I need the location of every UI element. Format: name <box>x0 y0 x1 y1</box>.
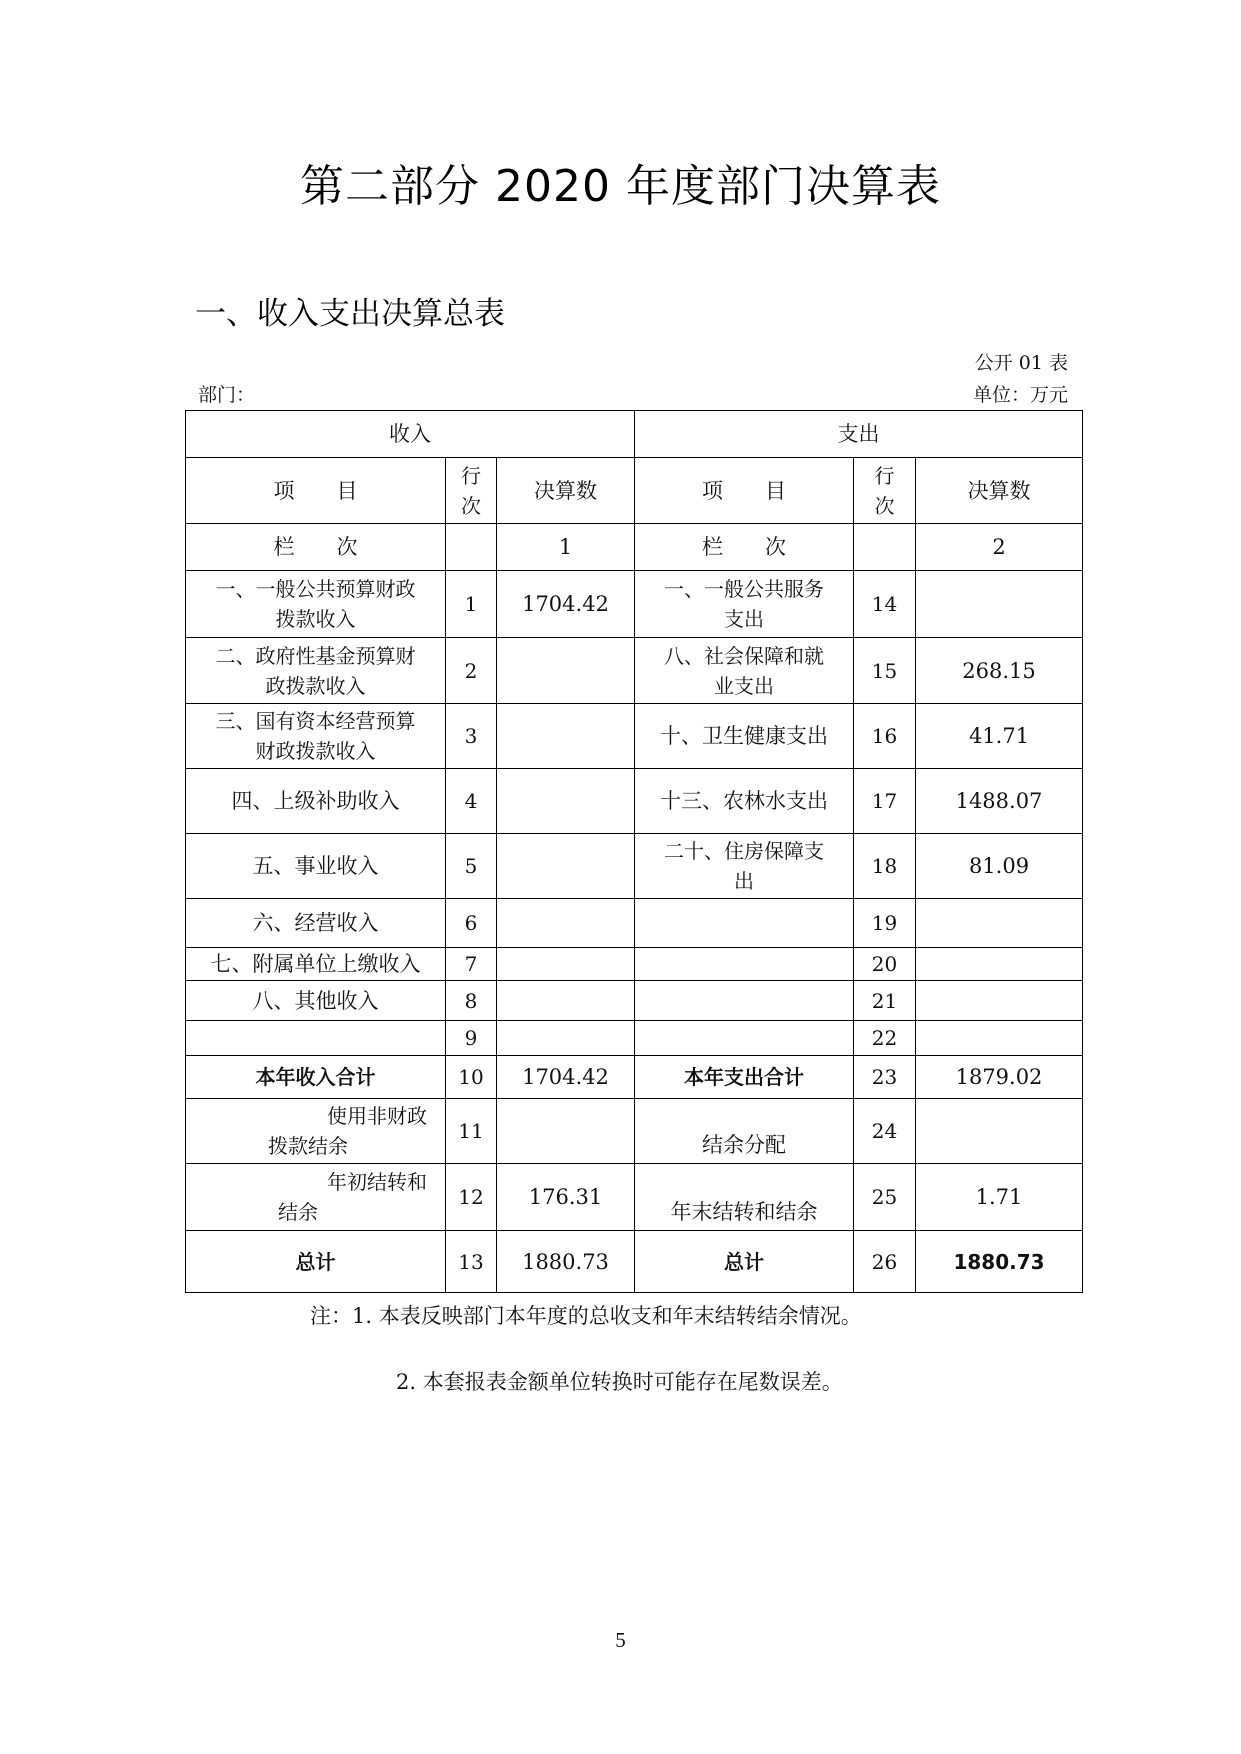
expense-row-no: 25 <box>854 1164 916 1231</box>
expense-row-no: 22 <box>854 1021 916 1056</box>
expense-amount: 41.71 <box>916 704 1083 769</box>
income-expense-table <box>185 410 1083 1293</box>
expense-item: 二十、住房保障支 出 <box>635 834 854 899</box>
income-item: 一、一般公共预算财政 拨款收入 <box>186 571 446 638</box>
expense-row-no: 24 <box>854 1099 916 1164</box>
table-row <box>186 1021 1083 1056</box>
income-item: 七、附属单位上缴收入 <box>186 948 446 981</box>
expense-item: 年末结转和结余 <box>635 1164 854 1231</box>
income-row-no: 6 <box>446 899 497 948</box>
table-header-row <box>186 411 1083 458</box>
expense-amount: 1.71 <box>916 1164 1083 1231</box>
income-row-no: 9 <box>446 1021 497 1056</box>
expense-row-no: 26 <box>854 1231 916 1293</box>
expense-item <box>635 1021 854 1056</box>
income-item: 二、政府性基金预算财 政拨款收入 <box>186 638 446 704</box>
balance-row <box>186 1164 1083 1231</box>
income-item: 三、国有资本经营预算 财政拨款收入 <box>186 704 446 769</box>
expense-row-no: 21 <box>854 981 916 1021</box>
table-row <box>186 769 1083 834</box>
expense-item <box>635 981 854 1021</box>
unit-label: 单位：万元 <box>972 384 1068 406</box>
column-index-label: 栏 次 <box>635 524 854 571</box>
income-total-amount: 1880.73 <box>497 1231 635 1293</box>
expense-item-header: 项 目 <box>635 458 854 524</box>
income-item <box>186 1021 446 1056</box>
form-number: 公开 01 表 <box>974 352 1068 374</box>
income-row-no: 5 <box>446 834 497 899</box>
expense-row-no: 18 <box>854 834 916 899</box>
expense-row-no: 23 <box>854 1056 916 1099</box>
column-index-row <box>186 524 1083 571</box>
expense-total-label: 总计 <box>635 1231 854 1293</box>
table-row <box>186 834 1083 899</box>
income-amount <box>497 638 635 704</box>
expense-item <box>635 948 854 981</box>
income-row-no: 2 <box>446 638 497 704</box>
expense-amount <box>916 1099 1083 1164</box>
income-item: 四、上级补助收入 <box>186 769 446 834</box>
expense-amount <box>916 571 1083 638</box>
expense-item: 十三、农林水支出 <box>635 769 854 834</box>
income-total-label: 总计 <box>186 1231 446 1293</box>
table-row <box>186 981 1083 1021</box>
income-item: 八、其他收入 <box>186 981 446 1021</box>
expense-item: 十、卫生健康支出 <box>635 704 854 769</box>
income-amount <box>497 704 635 769</box>
expense-item: 八、社会保障和就 业支出 <box>635 638 854 704</box>
expense-row-no: 14 <box>854 571 916 638</box>
expense-item <box>635 899 854 948</box>
income-row-no: 13 <box>446 1231 497 1293</box>
income-row-no: 8 <box>446 981 497 1021</box>
income-row-no: 12 <box>446 1164 497 1231</box>
income-amount-header: 决算数 <box>497 458 635 524</box>
expense-amount-header: 决算数 <box>916 458 1083 524</box>
expense-amount <box>916 899 1083 948</box>
table-row <box>186 638 1083 704</box>
column-header-row <box>186 458 1083 524</box>
balance-row <box>186 1099 1083 1164</box>
note-1: 注：1. 本表反映部门本年度的总收支和年末结转结余情况。 <box>310 1304 862 1328</box>
income-column-index: 1 <box>497 524 635 571</box>
table-row <box>186 704 1083 769</box>
table-row <box>186 571 1083 638</box>
income-subtotal-amount: 1704.42 <box>497 1056 635 1099</box>
subtotal-row <box>186 1056 1083 1099</box>
income-row-no-header: 行 次 <box>446 458 497 524</box>
income-item: 五、事业收入 <box>186 834 446 899</box>
income-amount <box>497 1021 635 1056</box>
expense-item: 结余分配 <box>635 1099 854 1164</box>
expense-total-amount: 1880.73 <box>916 1231 1083 1293</box>
section-title: 一、收入支出决算总表 <box>195 296 505 332</box>
expense-row-no: 20 <box>854 948 916 981</box>
income-amount <box>497 899 635 948</box>
expense-amount <box>916 981 1083 1021</box>
income-subtotal-label: 本年收入合计 <box>186 1056 446 1099</box>
income-item-header: 项 目 <box>186 458 446 524</box>
expense-item: 一、一般公共服务 支出 <box>635 571 854 638</box>
expense-amount <box>916 1021 1083 1056</box>
income-row-no: 10 <box>446 1056 497 1099</box>
total-row <box>186 1231 1083 1293</box>
table-row <box>186 899 1083 948</box>
expense-amount: 268.15 <box>916 638 1083 704</box>
expense-row-no: 19 <box>854 899 916 948</box>
table-row <box>186 948 1083 981</box>
expense-row-no: 17 <box>854 769 916 834</box>
page-title: 第二部分 2020 年度部门决算表 <box>300 161 941 212</box>
page-number: 5 <box>615 1628 626 1652</box>
income-amount <box>497 769 635 834</box>
income-amount <box>497 948 635 981</box>
expense-column-index: 2 <box>916 524 1083 571</box>
expense-row-no-header: 行 次 <box>854 458 916 524</box>
expense-subtotal-amount: 1879.02 <box>916 1056 1083 1099</box>
column-index-label: 栏 次 <box>186 524 446 571</box>
income-row-no: 11 <box>446 1099 497 1164</box>
department-label: 部门： <box>198 384 256 406</box>
income-amount: 1704.42 <box>497 571 635 638</box>
income-amount <box>497 981 635 1021</box>
expense-amount <box>916 948 1083 981</box>
income-item: 年初结转和 结余 <box>186 1164 446 1231</box>
income-amount <box>497 1099 635 1164</box>
expense-row-no: 15 <box>854 638 916 704</box>
income-amount <box>497 834 635 899</box>
income-row-no: 7 <box>446 948 497 981</box>
income-header: 收入 <box>186 411 635 458</box>
income-item: 使用非财政 拨款结余 <box>186 1099 446 1164</box>
income-row-no: 3 <box>446 704 497 769</box>
note-2: 2. 本套报表金额单位转换时可能存在尾数误差。 <box>396 1370 843 1394</box>
expense-amount: 1488.07 <box>916 769 1083 834</box>
income-item: 六、经营收入 <box>186 899 446 948</box>
expense-amount: 81.09 <box>916 834 1083 899</box>
expense-subtotal-label: 本年支出合计 <box>635 1056 854 1099</box>
income-row-no: 4 <box>446 769 497 834</box>
expense-row-no: 16 <box>854 704 916 769</box>
expense-header: 支出 <box>635 411 1083 458</box>
income-amount: 176.31 <box>497 1164 635 1231</box>
income-row-no: 1 <box>446 571 497 638</box>
